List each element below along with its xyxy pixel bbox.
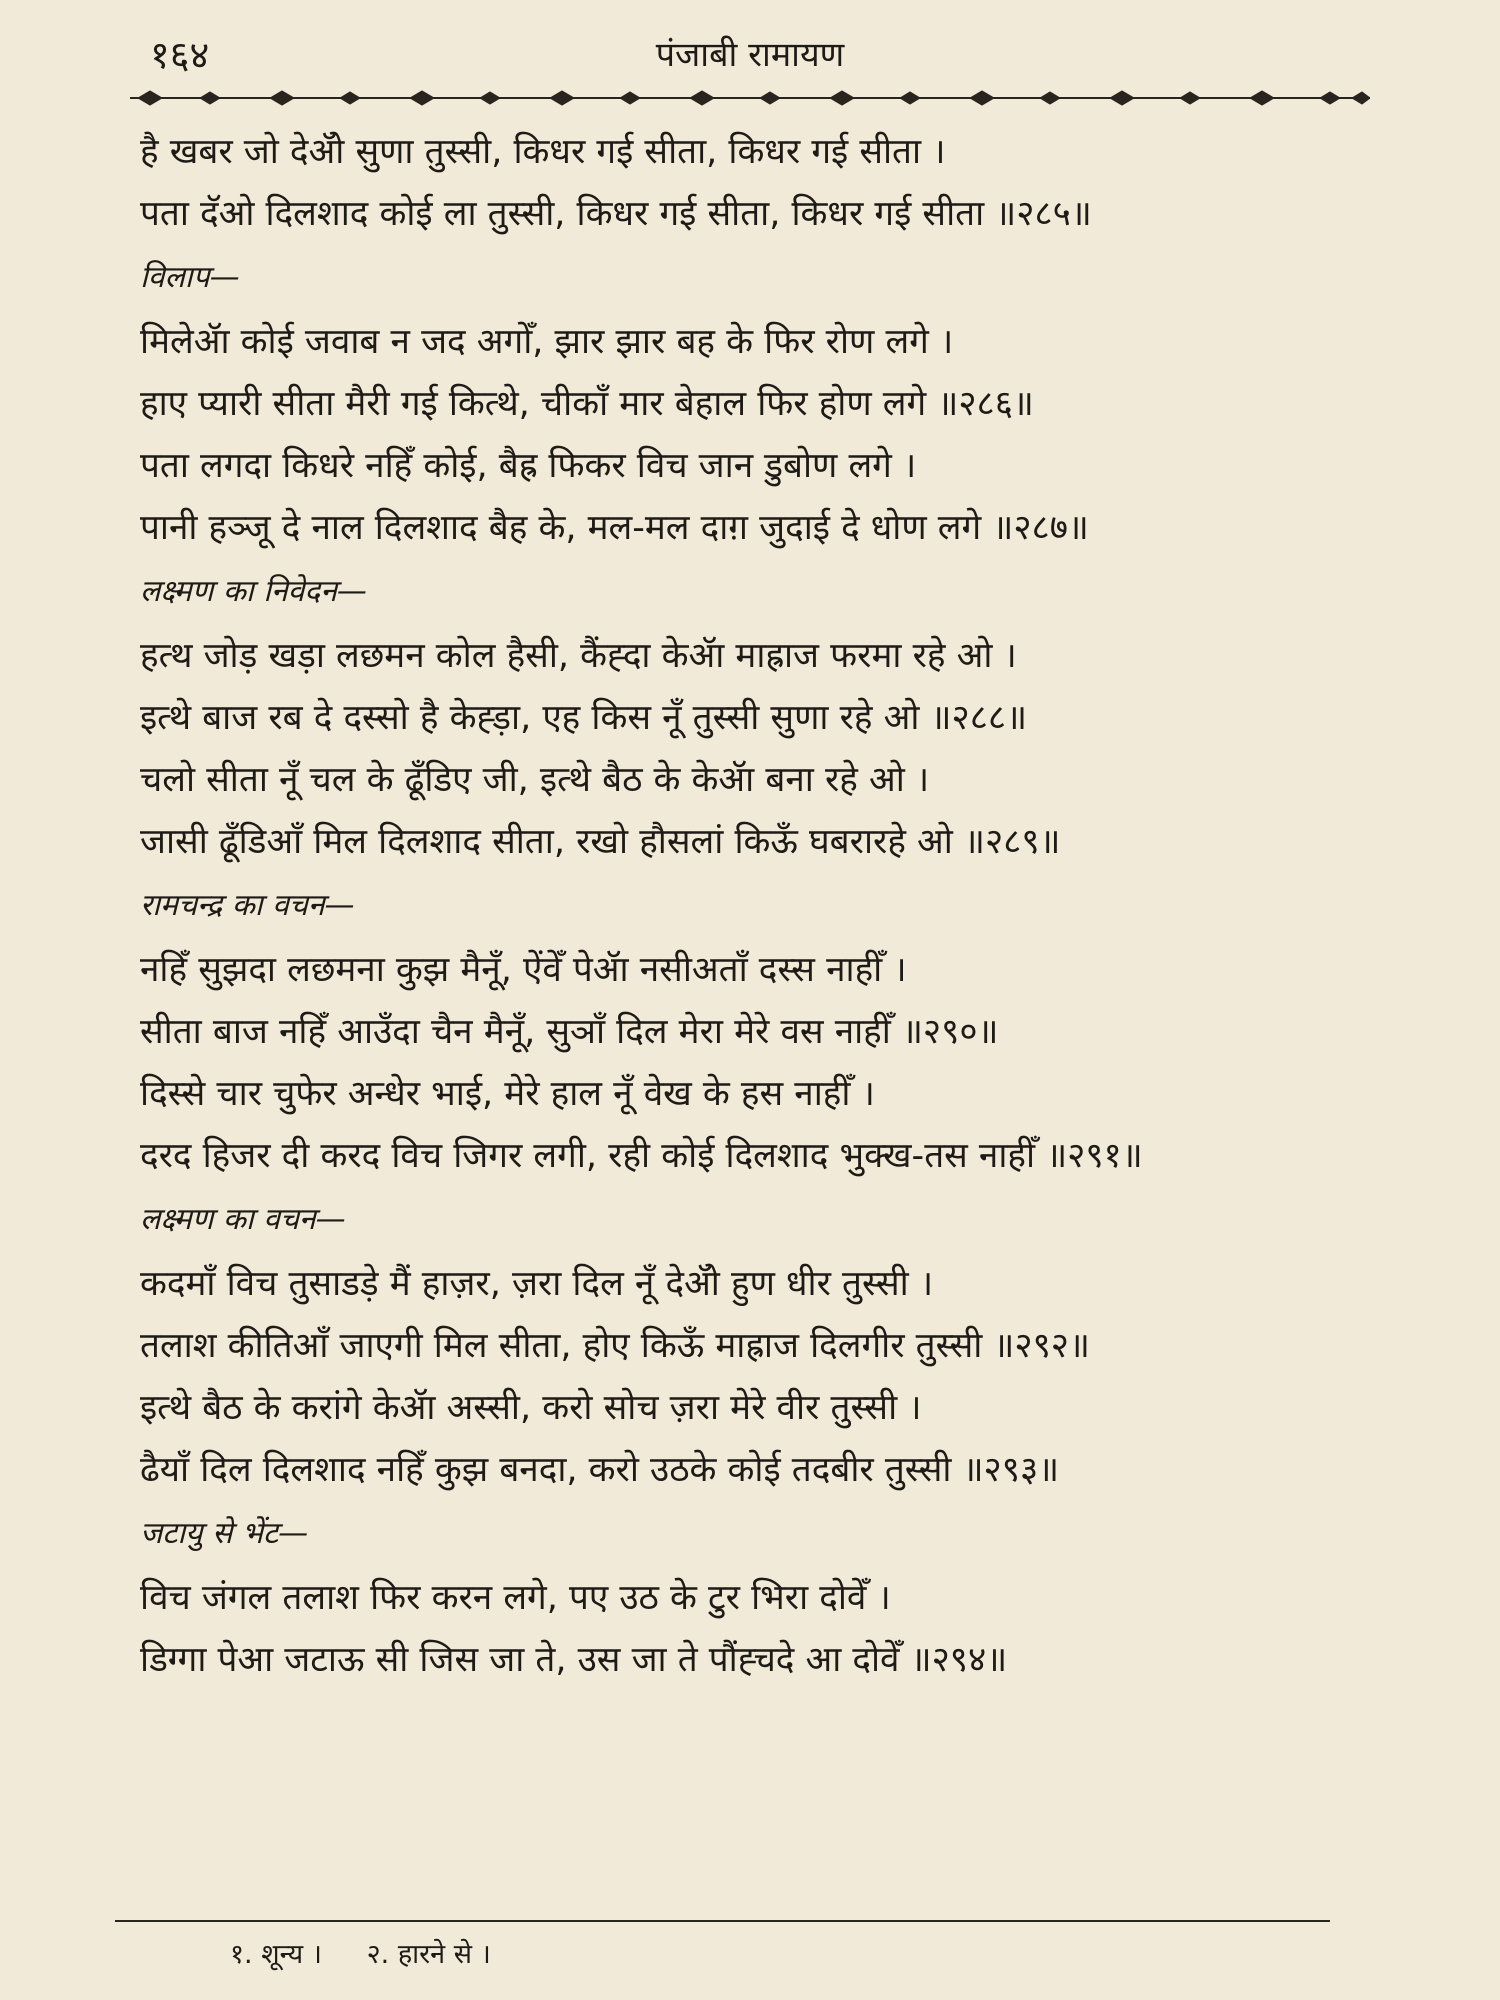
verse-line: चलो सीता नूँ चल के ढूँडिए जी, इत्थे बैठ के केॲा बना रहे ओ । <box>140 760 930 800</box>
verse-line: पता दॅओ दिलशाद कोई ला तुस्सी, किधर गई सीता, किधर गई सीता ॥२८५॥ <box>140 194 1092 234</box>
verse-body <box>140 130 1360 1704</box>
verse-line: कदमाँ विच तुसाडड़े मैं हाज़र, ज़रा दिल नूँ देॲो हुण धीर तुस्सी । <box>140 1264 934 1304</box>
section-opening <box>140 130 1360 236</box>
verse-line: इत्थे बाज रब दे दस्सो है केह्ड़ा, एह किस नूँ तुस्सी सुणा रहे ओ ॥२८८॥ <box>140 698 1028 738</box>
footnote: २. हारने से । <box>366 1939 491 1970</box>
section-jatayu-bhent <box>140 1514 1360 1682</box>
verse-line: इत्थे बैठ के करांगे केॲा अस्सी, करो सोच ज़रा मेरे वीर तुस्सी । <box>140 1388 922 1428</box>
verse-line: पानी हञ्जू दे नाल दिलशाद बैह के, मल-मल दाग़ जुदाई दे धोण लगे ॥२८७॥ <box>140 508 1089 548</box>
footnotes <box>230 1934 527 1971</box>
verse-line: है खबर जो देॲो सुणा तुस्सी, किधर गई सीता, किधर गई सीता । <box>140 132 946 172</box>
verse-line: पता लगदा किधरे नहिँ कोई, बैह्र फिकर विच जान डुबोण लगे । <box>140 446 917 486</box>
verse-line: नहिँ सुझदा लछमना कुझ मैनूँ, ऐंवेँ पेॲा नसीअताँ दस्स नाहीँ । <box>140 950 907 990</box>
verse-line: ढैयाँ दिल दिलशाद नहिँ कुझ बनदा, करो उठके कोई तदबीर तुस्सी ॥२९३॥ <box>140 1450 1060 1490</box>
section-heading: लक्ष्मण का निवेदन— <box>140 574 367 609</box>
ornament-rule-graphic <box>130 84 1370 112</box>
section-heading: लक्ष्मण का वचन— <box>140 1202 346 1237</box>
verse-line: हत्थ जोड़ खड़ा लछमन कोल हैसी, कैंह्दा केॲा माह्राज फरमा रहे ओ । <box>140 636 1017 676</box>
section-vilap <box>140 258 1360 550</box>
running-title: पंजाबी रामायण <box>655 35 845 75</box>
verse-line: दरद हिजर दी करद विच जिगर लगी, रही कोई दिलशाद भुक्ख-तस नाहीँ ॥२९१॥ <box>140 1136 1143 1176</box>
section-ramchandra-vachan <box>140 886 1360 1178</box>
page-number: १६४ <box>150 33 210 77</box>
verse-line: दिस्से चार चुफेर अन्धेर भाई, मेरे हाल नूँ वेख के हस नाहीँ । <box>140 1074 875 1114</box>
section-heading: जटायु से भेंट— <box>140 1516 309 1551</box>
verse-line: सीता बाज नहिँ आउँदा चैन मैनूँ, सुञाँ दिल मेरा मेरे वस नाहीँ ॥२९०॥ <box>140 1012 999 1052</box>
verse-line: विच जंगल तलाश फिर करन लगे, पए उठ के टुर भिरा दोवेँ । <box>140 1578 891 1618</box>
page-header <box>140 22 1360 77</box>
verse-line: हाए प्यारी सीता मैरी गई कित्थे, चीकाँ मार बेहाल फिर होण लगे ॥२८६॥ <box>140 384 1034 424</box>
verse-line: डिग्गा पेआ जटाऊ सी जिस जा ते, उस जा ते पौंह्चदे आ दोवेँ ॥२९४॥ <box>140 1640 1008 1680</box>
footnote: १. शून्य । <box>230 1939 323 1970</box>
ornament-rule <box>130 84 1370 112</box>
verse-line: जासी ढूँडिआँ मिल दिलशाद सीता, रखो हौसलां किऊँ घबरारहे ओ ॥२८९॥ <box>140 822 1061 862</box>
section-heading: रामचन्द्र का वचन— <box>140 888 355 923</box>
section-lakshman-vachan <box>140 1200 1360 1492</box>
section-heading: विलाप— <box>140 260 240 295</box>
verse-line: मिलेॲा कोई जवाब न जद अगोँ, झार झार बह के फिर रोण लगे । <box>140 322 954 362</box>
section-lakshman-nivedan <box>140 572 1360 864</box>
verse-line: तलाश कीतिआँ जाएगी मिल सीता, होए किऊँ माह्राज दिलगीर तुस्सी ॥२९२॥ <box>140 1326 1090 1366</box>
footnote-divider <box>115 1920 1330 1922</box>
